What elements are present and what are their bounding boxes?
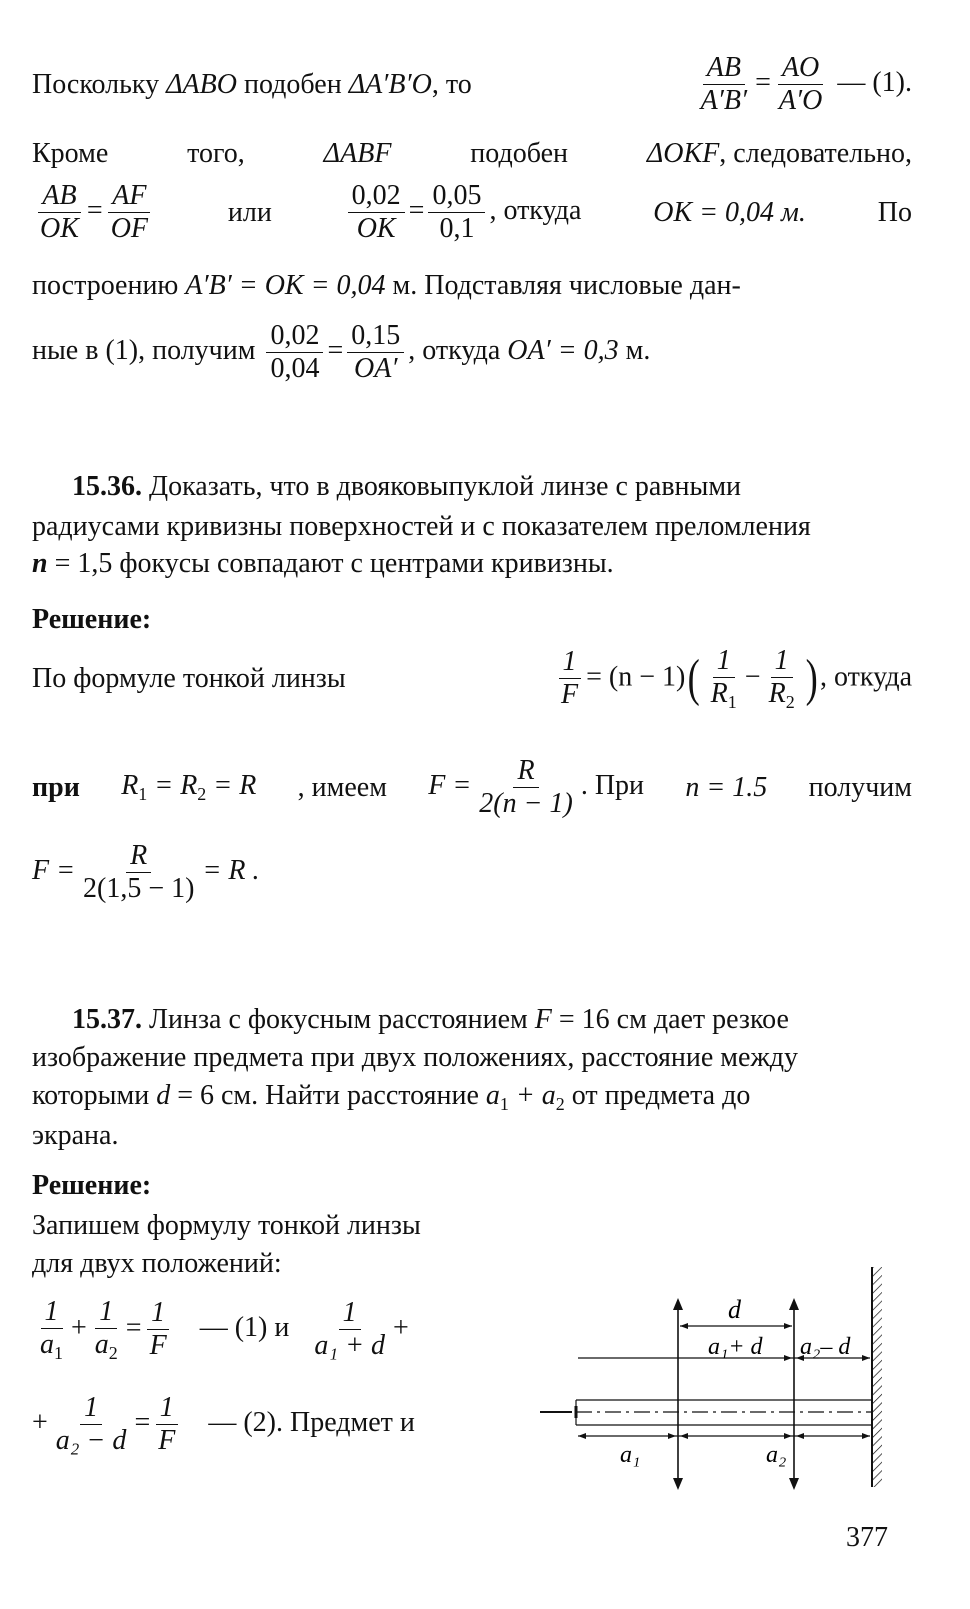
text: , то — [431, 68, 472, 100]
problem-15-36-line-3: n = 1,5 фокусы совпадают с центрами кривизны. — [32, 548, 614, 579]
problem-15-37-line-4: экрана. — [32, 1120, 119, 1151]
p1-line-5: ные в (1), получим $\frac{0,02}{0,04}$ = $\frac{0,15}{OA'}$ , откуда OA′ = 0,3 м. — [32, 320, 651, 385]
fraction: $\frac{0,05}{0,1}$ — [428, 180, 485, 245]
problem-15-37-line-3: которыми d = 6 см. Найти расстояние $a_1 + a_2$ от предмета до — [32, 1080, 751, 1114]
text: Поскольку — [32, 68, 167, 100]
screen-hatching — [872, 1267, 882, 1487]
problem-15-37-line-1: 15.37. Линза с фокусным расстоянием F = 16 см дает резкое — [72, 1004, 789, 1035]
solution-heading: Решение: — [32, 604, 152, 635]
fraction: $\frac{AB}{A'B'}$ — [700, 52, 748, 117]
p1-line-3: $\frac{AB}{OK}$ = $\frac{AF}{OF}$ или $\frac{0,02}{OK}$ = $\frac{0,05}{0,1}$ , откуда OK = 0,04 м. По — [32, 180, 912, 245]
label-d: d — [728, 1295, 741, 1324]
p1-line-1: Поскольку ΔABO подобен ΔA′B′O, то $\frac{AB}{A'B'}$ = $\frac{AO}{A'O}$ — (1). — [32, 52, 912, 117]
p1-line-2: Кроме того, ΔABF подобен ΔOKF, следовательно, — [32, 138, 912, 169]
label-a1: a₁ — [620, 1442, 641, 1468]
label-a2-minus-d: a₂– d — [800, 1334, 851, 1360]
solution-heading: Решение: — [32, 1170, 152, 1201]
fraction: $\frac{0,15}{OA'}$ — [347, 320, 404, 385]
problem-number: 15.37. — [72, 1004, 142, 1035]
solution-15-37-line-2: для двух положений: — [32, 1248, 282, 1279]
fraction: $\frac{AF}{OF}$ — [107, 180, 152, 245]
problem-number: 15.36. — [72, 471, 142, 502]
text: подобен — [236, 68, 349, 100]
solution-15-36-line-1: По формуле тонкой линзы $\frac{1}{F}$ = (n − 1)( $\frac{1}{R_1}$ − $\frac{1}{R_2}$ ), откуда — [32, 645, 912, 713]
math: ΔA′B′O — [348, 68, 432, 100]
equation-1: $\frac{1}{a_1}$ + $\frac{1}{a_2}$ = $\frac{1}{F}$ — (1) и $\frac{1}{\text{a₁ + d}}$ + — [40, 1296, 409, 1364]
label-a2: a₂ — [766, 1442, 787, 1468]
problem-15-36-line-2: радиусами кривизны поверхностей и с показателем преломления — [32, 511, 811, 542]
label-a1-plus-d: a₁+ d — [708, 1334, 763, 1360]
lens-diagram — [530, 1262, 910, 1492]
problem-15-36-line-1: 15.36. Доказать, что в двояковыпуклой линзе с равными — [72, 471, 742, 502]
equation-2: + $\frac{1}{\text{a₂ − d}}$ = $\frac{1}{F}$ — (2). Предмет и — [32, 1392, 415, 1457]
solution-15-36-line-3: F = $\frac{R}{2(1,5 - 1)}$ = R . — [32, 840, 260, 905]
fraction: $\frac{AO}{A'O}$ — [778, 52, 823, 117]
fraction: $\frac{0,02}{OK}$ — [348, 180, 405, 245]
solution-15-36-line-2: при $R_1 = R_2 = R$ , имеем F = $\frac{R}{2(n - 1)}$ . При n = 1.5 получим — [32, 755, 912, 820]
math: ΔABO — [166, 68, 237, 100]
solution-15-37-line-1: Запишем формулу тонкой линзы — [32, 1210, 421, 1241]
page-number: 377 — [846, 1522, 888, 1553]
equation-tag: — (1). — [837, 67, 912, 99]
fraction: $\frac{AB}{OK}$ — [40, 180, 79, 245]
problem-15-37-line-2: изображение предмета при двух положениях, расстояние между — [32, 1042, 799, 1073]
fraction: $\frac{0,02}{0,04}$ — [266, 320, 323, 385]
p1-line-4: построению A′B′ = OK = 0,04 м. Подставляя числовые дан- — [32, 270, 741, 301]
